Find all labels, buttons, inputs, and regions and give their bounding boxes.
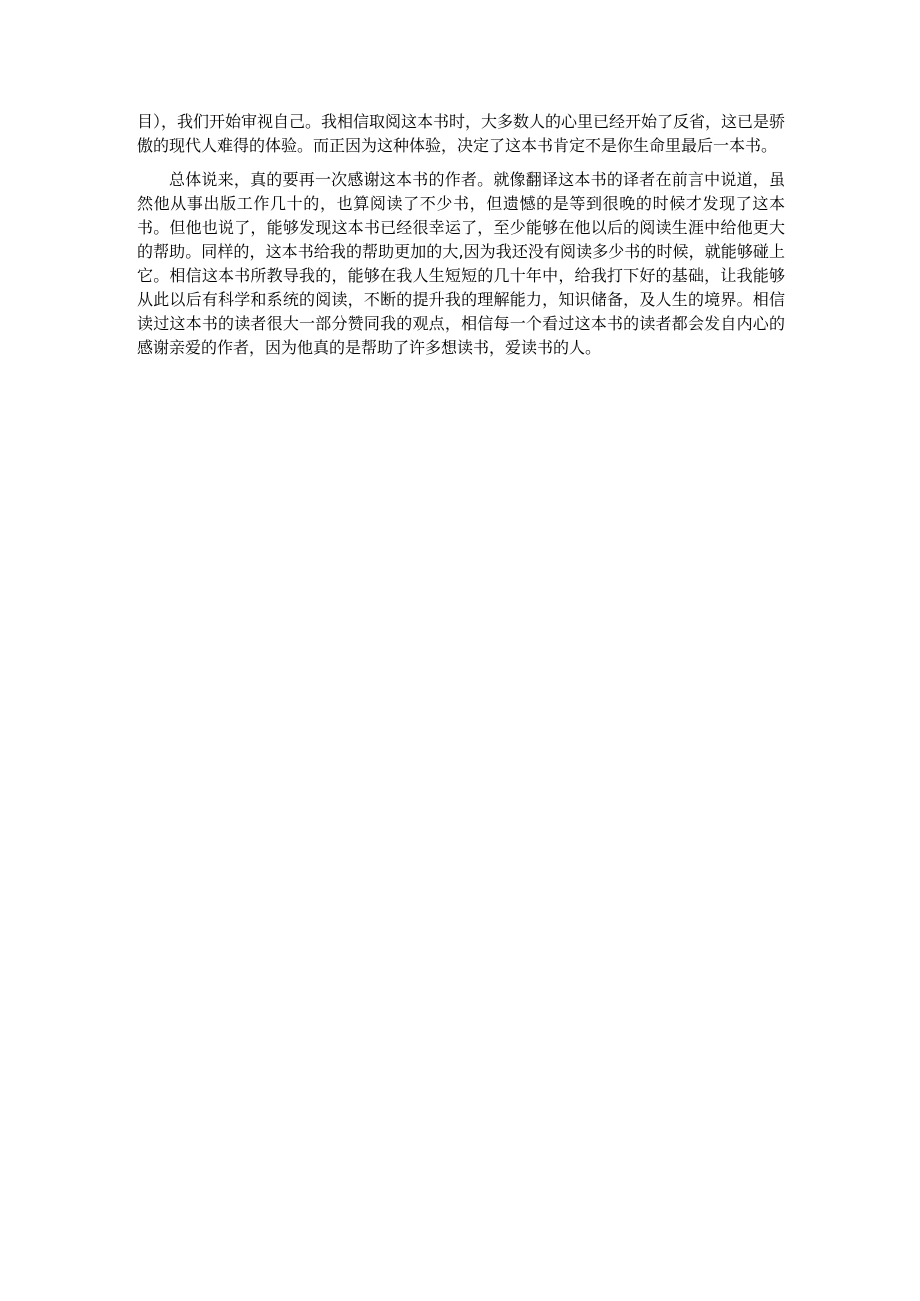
paragraph-conclusion: 总体说来，真的要再一次感谢这本书的作者。就像翻译这本书的译者在前言中说道，虽然他从事出版工作几十的，也算阅读了不少书，但遗憾的是等到很晚的时候才发现了这本书。但他也说了，能够发现这本书已经很幸运了，至少能够在他以后的阅读生涯中给他更大的帮助。同样的，这本书给我的帮助更加的大,因为我还没有阅读多少书的时候，就能够碰上它。相信这本书所教导我的，能够在我人生短短的几十年中，给我打下好的基础，让我能够从此以后有科学和系统的阅读，不断的提升我的理解能力，知识储备，及人生的境界。相信读过这本书的读者很大一部分赞同我的观点，相信每一个看过这本书的读者都会发自内心的感谢亲爱的作者，因为他真的是帮助了许多想读书，爱读书的人。	[137, 170, 785, 357]
paragraph-continuation: 目），我们开始审视自己。我相信取阅这本书时，大多数人的心里已经开始了反省，这已是骄傲的现代人难得的体验。而正因为这种体验，决定了这本书肯定不是你生命里最后一本书。	[137, 112, 786, 155]
document-body	[137, 110, 785, 370]
